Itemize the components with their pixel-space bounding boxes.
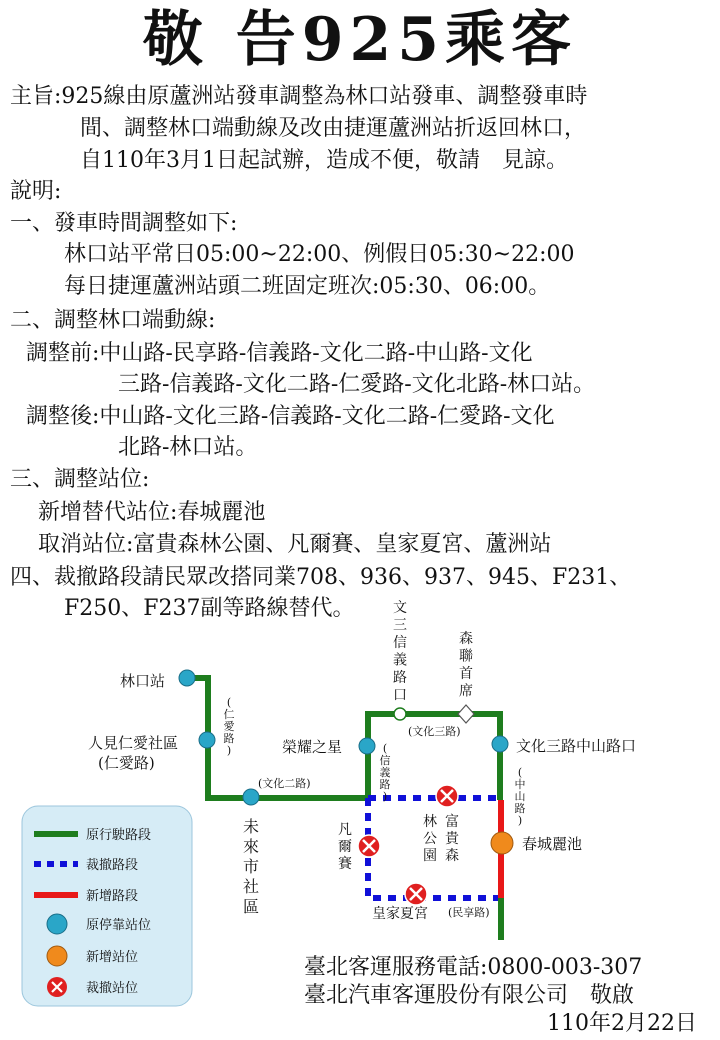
road-renai-char: ( [226, 696, 232, 709]
label-wensan-xinyi-char: 信 [393, 635, 407, 651]
section-3-heading: 三、調整站位: [10, 467, 150, 492]
explain-heading: 說明: [10, 179, 62, 204]
road-zhongshan-char: 路 [514, 802, 526, 815]
cut-stop-huangjia [405, 883, 427, 905]
legend-new-stop-swatch [47, 946, 67, 966]
label-weilai-char: 區 [242, 897, 260, 916]
label-fanersai-char: 凡 [338, 822, 352, 838]
road-zhongshan [515, 766, 526, 827]
footer-date: 110年2月22日 [547, 1011, 697, 1036]
subject-line-1: 主旨:925線由原蘆洲站發車調整為林口站發車、調整發車時 [10, 84, 588, 109]
road-zhongshan-char: ( [517, 766, 523, 779]
label-huangjia: 皇家夏宮 [372, 906, 428, 922]
label-weilai-char: 市 [242, 857, 260, 876]
label-wensan-xinyi-char: 路 [393, 670, 407, 686]
label-weilai [243, 817, 259, 916]
page-title: 敬 告925乘客 [142, 5, 578, 75]
label-fugui-col2-char: 公 [423, 831, 437, 847]
label-fanersai-char: 賽 [338, 856, 352, 872]
subject-line-3: 自110年3月1日起試辦，造成不便，敬請 見諒。 [80, 148, 568, 173]
label-renjian-2: (仁愛路) [98, 754, 155, 772]
label-senlian [459, 630, 474, 700]
road-zhongshan-char: ) [517, 814, 523, 827]
stop-renjian-marker [199, 732, 215, 748]
road-wenhua2: (文化二路) [258, 777, 311, 790]
label-rongyao: 榮耀之星 [282, 738, 343, 756]
label-fugui-col1-char: 貴 [445, 831, 459, 847]
section-4-line-b: F250、F237副等路線替代。 [64, 596, 355, 621]
road-zhongshan-char: 山 [514, 790, 526, 803]
label-wensan-zhongshan: 文化三路中山路口 [516, 737, 637, 755]
label-fugui-col1-char: 森 [445, 848, 459, 864]
road-xinyi-char: ) [382, 790, 388, 803]
label-senlian-char: 聯 [459, 648, 473, 665]
section-1-line-a: 林口站平常日05:00~22:00、例假日05:30~22:00 [64, 242, 575, 267]
road-renai-char: 愛 [223, 720, 235, 733]
legend-orig-stop-label: 原停靠站位 [86, 918, 152, 933]
road-xinyi-char: ( [382, 742, 388, 755]
stop-weilai-marker [243, 789, 259, 805]
label-fugui-col2 [423, 813, 437, 864]
road-renai-char: 路 [223, 732, 235, 745]
junction-senlian [458, 705, 474, 723]
label-renjian-1: 人見仁愛社區 [88, 734, 179, 752]
legend [22, 806, 192, 1006]
section-3-line-a: 新增替代站位:春城麗池 [38, 500, 266, 525]
cut-stop-fanersai [358, 835, 380, 857]
cut-stop-fugui [436, 785, 458, 807]
label-wensan-xinyi-char: 文 [393, 600, 407, 616]
route-before-line-1: 調整前:中山路-民享路-信義路-文化二路-中山路-文化 [26, 341, 533, 366]
road-xinyi [380, 742, 391, 803]
legend-cut-stop-label: 裁撤站位 [86, 981, 139, 996]
section-1-heading: 一、發車時間調整如下: [10, 211, 238, 236]
stop-wensan-zhongshan-marker [492, 736, 508, 752]
label-wensan-xinyi-char: 義 [393, 652, 407, 669]
road-wenhua3: (文化三路) [408, 725, 461, 738]
route-before-line-2: 三路-信義路-文化二路-仁愛路-文化北路-林口站。 [118, 372, 596, 397]
legend-new-stop-label: 新增站位 [86, 950, 139, 965]
label-senlian-char: 首 [459, 666, 473, 682]
cut-stops [358, 785, 458, 905]
label-fugui-col2-char: 園 [423, 848, 437, 864]
label-chuncheng: 春城麗池 [522, 835, 583, 853]
legend-cut-label: 裁撤路段 [86, 858, 139, 873]
section-3-line-b: 取消站位:富貴森林公園、凡爾賽、皇家夏宮、蘆洲站 [38, 532, 552, 557]
road-zhongshan-char: 中 [514, 778, 526, 791]
section-1-line-b: 每日捷運蘆洲站頭二班固定班次:05:30、06:00。 [64, 274, 551, 299]
original-route [188, 678, 500, 800]
label-wensan-xinyi-char: 口 [393, 687, 407, 704]
section-2-heading: 二、調整林口端動線: [10, 308, 216, 333]
footer-company: 臺北汽車客運股份有限公司 敬啟 [304, 983, 635, 1008]
legend-original-label: 原行駛路段 [86, 828, 152, 843]
label-weilai-char: 社 [242, 877, 260, 896]
road-xinyi-char: 信 [379, 754, 391, 767]
label-linkou: 林口站 [120, 672, 166, 690]
label-senlian-char: 森 [459, 631, 473, 647]
stop-rongyao-marker [359, 738, 375, 754]
road-xinyi-char: 路 [379, 778, 391, 791]
road-renai [224, 696, 235, 757]
legend-cut-stop-swatch [47, 977, 67, 997]
road-renai-char: 仁 [223, 708, 235, 721]
subject-line-2: 間、調整林口端動線及改由捷運蘆洲站折返回林口， [80, 116, 587, 141]
road-xinyi-char: 義 [379, 766, 391, 779]
label-wensan-xinyi [393, 600, 407, 704]
label-weilai-char: 未 [242, 817, 260, 836]
label-fanersai-char: 爾 [338, 839, 352, 855]
stop-chuncheng-marker [491, 832, 513, 854]
label-weilai-char: 來 [242, 837, 260, 856]
route-after-line-2: 北路-林口站。 [118, 435, 258, 460]
junction-wensan-xinyi [394, 708, 406, 720]
label-senlian-char: 席 [459, 683, 473, 700]
route-after-line-1: 調整後:中山路-文化三路-信義路-文化二路-仁愛路-文化 [26, 404, 555, 429]
label-fugui-col2-char: 林 [423, 814, 437, 830]
label-fugui-col1-char: 富 [445, 814, 459, 830]
label-wensan-xinyi-char: 三 [393, 617, 407, 634]
label-fugui-col1 [445, 813, 460, 864]
stop-linkou-marker [179, 670, 195, 686]
footer-phone: 臺北客運服務電話:0800-003-307 [304, 955, 643, 980]
road-minxiang: (民享路) [448, 906, 490, 919]
legend-new-label: 新增路段 [86, 889, 139, 904]
road-renai-char: ) [226, 744, 232, 757]
legend-orig-stop-swatch [47, 914, 67, 934]
label-fanersai [338, 822, 353, 872]
section-4-line-a: 四、裁撤路段請民眾改搭同業708、936、937、945、F231、 [10, 565, 632, 590]
